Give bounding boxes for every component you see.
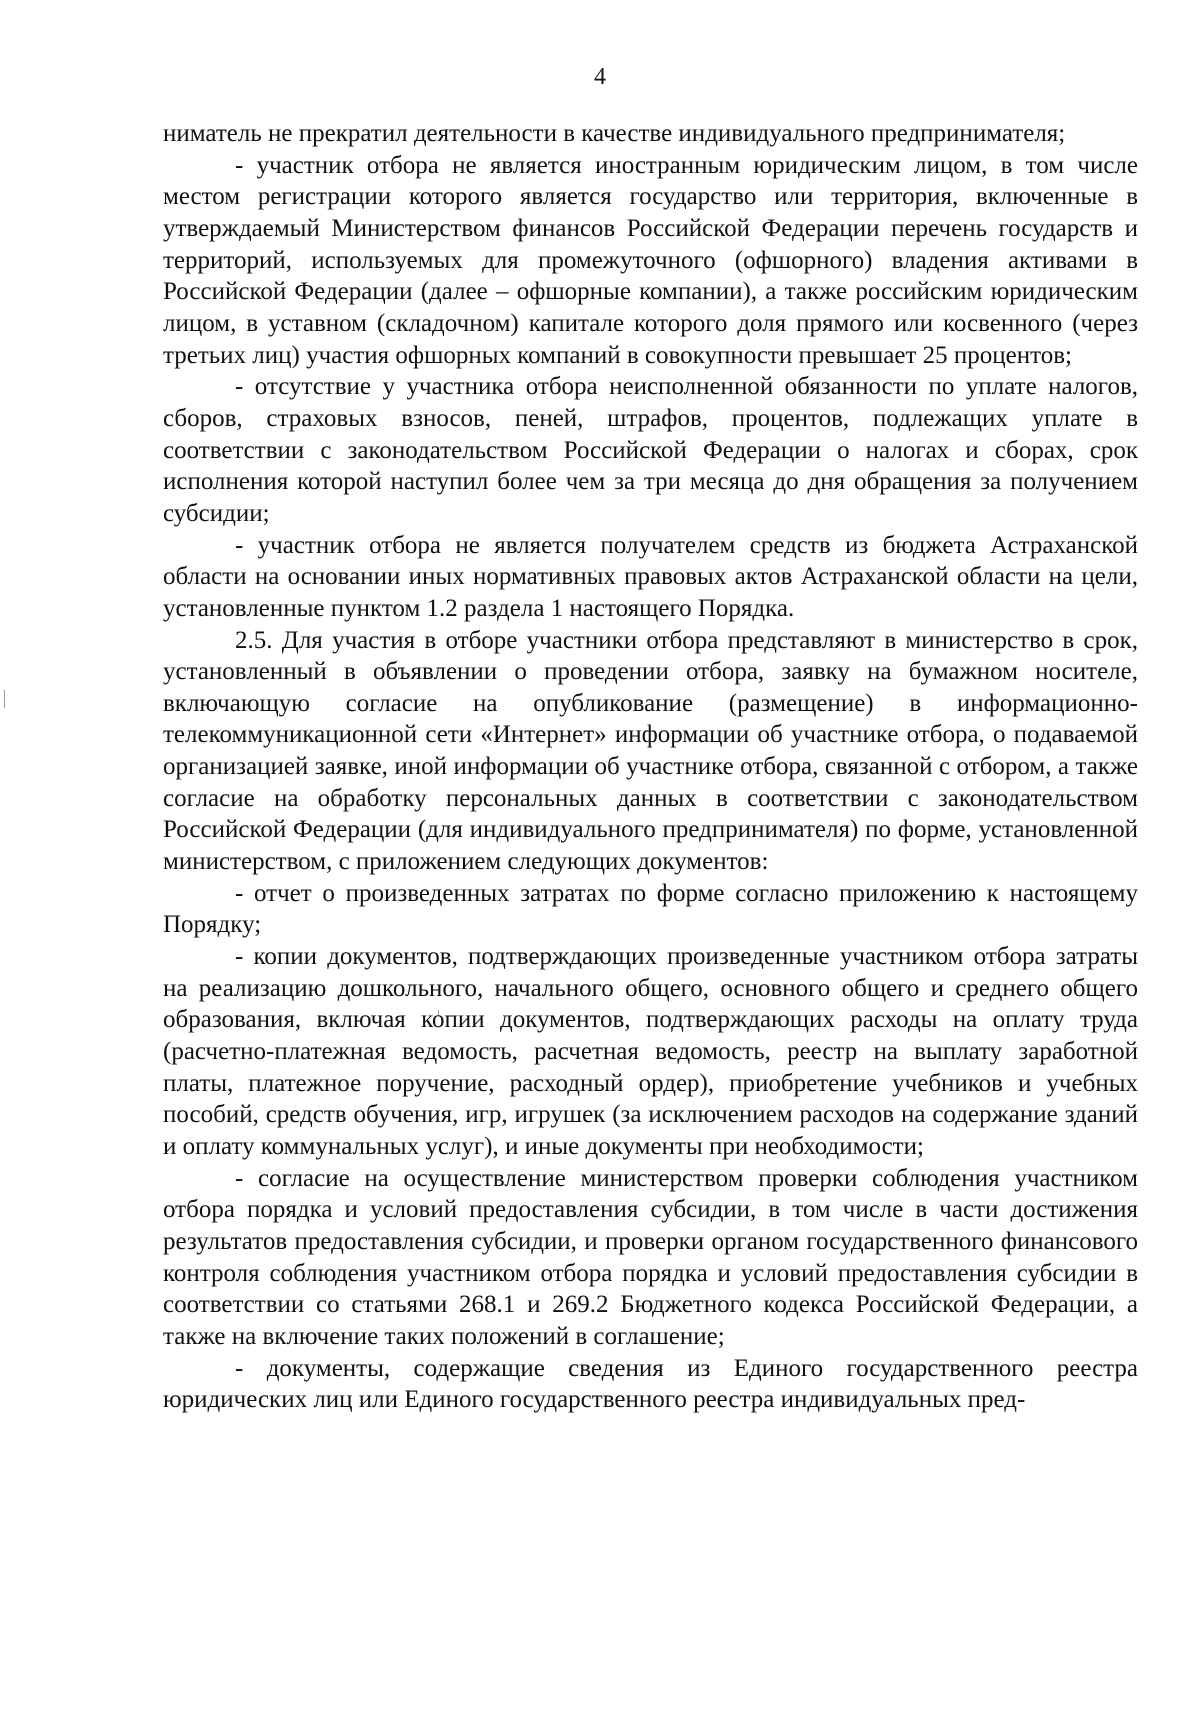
paragraph-document-copies: - копии документов, подтверждающих произведенные участником отбора затраты на реализацию дошкольного, начального общего, основного общего и среднего общего образования, включая копии документов, подтверждающих расходы на оплату труда (расчетно-платежная ведомость, расчетная ведомость, реестр на выплату заработной платы, платежное поручение, расходный ордер), приобретение учебников и учебных пособий, средств обучения, игр, игрушек (за исключением расходов на содержание зданий и оплату коммунальных услуг), и иные документы при необходимости; <box>163 943 1138 1160</box>
paragraph-registry-documents: - документы, содержащие сведения из Единого государственного реестра юридических лиц или Единого государственного реестра индивидуальных пред- <box>163 1354 1138 1414</box>
paragraph-tax-debt-condition: - отсутствие у участника отбора неисполненной обязанности по уплате налогов, сборов, страховых взносов, пеней, штрафов, процентов, подлежащих уплате в соответствии с законодательством Российской Федерации о налогах и сборах, срок исполнения которой наступил более чем за три месяца до дня обращения за получением субсидии; <box>163 373 1138 527</box>
paragraph-offshore-condition: - участник отбора не является иностранным юридическим лицом, в том числе местом регистрации которого является государство или территория, включенные в утверждаемый Министерством финансов Российской Федерации перечень государств и территорий, используемых для промежуточного (офшорного) владения активами в Российской Федерации (далее – офшорные компании), а также российским юридическим лицом, в уставном (складочном) капитале которого доля прямого или косвенного (через третьих лиц) участия офшорных компаний в совокупности превышает 25 процентов; <box>163 151 1138 369</box>
paragraph-continuation: ниматель не прекратил деятельности в качестве индивидуального предпринимателя; <box>163 120 1066 147</box>
scan-artifact <box>4 690 5 708</box>
paragraph-inspection-consent: - согласие на осуществление министерством проверки соблюдения участником отбора порядка и условий предоставления субсидии, в том числе в части достижения результатов предоставления субсидии, и проверки органом государственного финансового контроля соблюдения участником отбора порядка и условий предоставления субсидии в соответствии со статьями 268.1 и 269.2 Бюджетного кодекса Российской Федерации, а также на включение таких положений в соглашение; <box>163 1164 1138 1350</box>
paragraph-cost-report: - отчет о произведенных затратах по форме согласно приложению к настоящему Порядку; <box>163 879 1138 939</box>
paragraph-section-2-5: 2.5. Для участия в отборе участники отбора представляют в министерство в срок, установленный в объявлении о проведении отбора, заявку на бумажном носителе, включающую согласие на опубликование (размещение) в информационно-телекоммуникационной сети «Интернет» информации об участнике отбора, о подаваемой организацией заявке, иной информации об участнике отбора, связанной с отбором, а также согласие на обработку персональных данных в соответствии с законодательством Российской Федерации (для индивидуального предпринимателя) по форме, установленной министерством, с приложением следующих документов: <box>163 626 1138 876</box>
page-number: 4 <box>594 64 606 90</box>
document-body <box>163 118 1138 1416</box>
paragraph-budget-funds-condition: - участник отбора не является получателем средств из бюджета Астраханской области на основании иных нормативных правовых актов Астраханской области на цели, установленные пунктом 1.2 раздела 1 настоящего Порядка. <box>163 531 1138 622</box>
